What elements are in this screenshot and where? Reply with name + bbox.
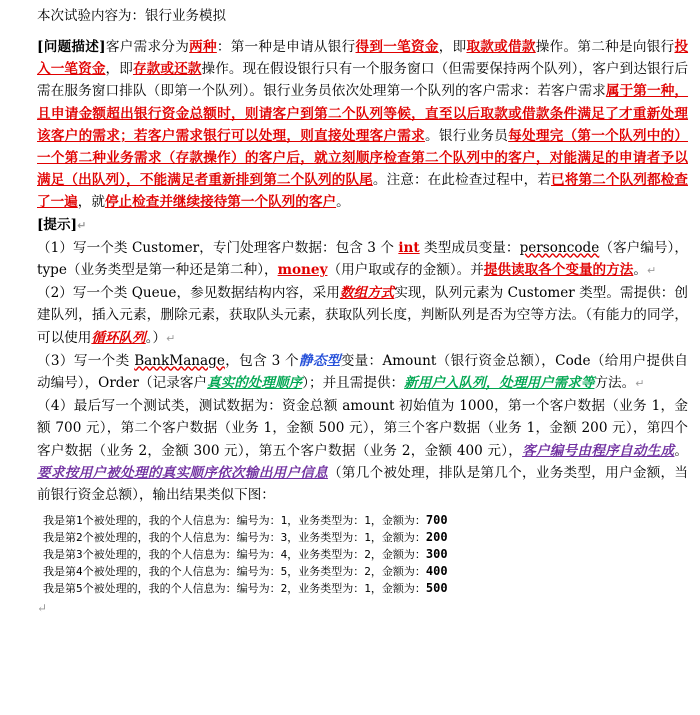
paragraph-mark-icon: ↵ [166,331,176,345]
console-output-row: 我是第5个被处理的，我的个人信息为：编号为：2，业务类型为：1，金额为：500 [43,581,448,596]
problem-heading: [问题描述] [37,39,106,55]
paragraph-mark-icon: ↵ [635,377,645,391]
console-output-row: 我是第1个被处理的，我的个人信息为：编号为：1，业务类型为：1，金额为：700 [43,513,448,528]
hint-item-2: （2）写一个类 Queue，参见数据结构内容，采用数组方式实现，队列元素为 Customer 类型。需提供：创建队列，插入元素，删除元素，获取队头元素，获取队列长度，判断队列是否为空等方法。（有能力的同学，可以使用循环队列。）↵ [37,285,689,346]
hint-heading: [提示]↵ [37,216,87,233]
paragraph-mark-icon: ↵ [646,264,657,278]
paragraph-mark-icon: ↵ [77,218,87,232]
hint-item-3: （3）写一个类 BankManage，包含 3 个静态型变量：Amount（银行资金总额），Code（给用户提供自动编号），Order（记录客户真实的处理顺序）；并且需提供：新用户入队列，处理用户需求等方法。↵ [37,352,688,392]
console-output [43,512,688,597]
experiment-title: 本次试验内容为：银行业务模拟 [37,8,226,24]
paragraph-mark-icon: ↵ [37,601,48,616]
console-output-row: 我是第3个被处理的，我的个人信息为：编号为：4，业务类型为：2，金额为：300 [43,547,448,562]
console-output-row: 我是第4个被处理的，我的个人信息为：编号为：5，业务类型为：2，金额为：400 [43,564,448,579]
console-output-row: 我是第2个被处理的，我的个人信息为：编号为：3，业务类型为：1，金额为：200 [43,530,448,545]
hint-item-4: （4）最后写一个测试类，测试数据为：资金总额 amount 初始值为 1000，第一个客户数据（业务 1，金额 700 元），第二个客户数据（业务 1，金额 500 元），第三个客户数据（业务 1，金额 200 元），第四个客户数据（业务 2，金额 300 元），第五个客户数据（业务 2，金额 400 元），客户编号由程序自动生成。要求按用户被处理的真实顺序依次输出用户信息（第几个被处理，排队是第几个，业务类型，用户金额，当前银行资金总额），输出结果类似下图： [37,398,689,504]
problem-description: [问题描述]客户需求分为两种：第一种是申请从银行得到一笔资金，即取款或借款操作。第二种是向银行投入一笔资金，即存款或还款操作。现在假设银行只有一个服务窗口（但需要保持两个队列），客户到达银行后需在服务窗口排队（即第一个队列）。银行业务员依次处理第一个队列的客户需求：若客户需求属于第一种，且申请金额超出银行资金总额时，则请客户到第二个队列等候，直至以后取款或借款条件满足了才重新处理该客户的需求；若客户需求银行可以处理，则直接处理客户需求。银行业务员每处理完（第一个队列中的）一个第二种业务需求（存款操作）的客户后，就立刻顺序检查第二个队列中的客户，对能满足的申请者予以满足（出队列），不能满足者重新排到第二个队列的队尾。注意：在此检查过程中，若已将第二个队列都检查了一遍，就停止检查并继续接待第一个队列的客户。 [37,39,689,211]
hint-item-1: （1）写一个类 Customer，专门处理客户数据：包含 3 个 int 类型成员变量：personcode（客户编号），type（业务类型是第一种还是第二种），money（用户取或存的金额）。并提供读取各个变量的方法。↵ [37,239,688,279]
